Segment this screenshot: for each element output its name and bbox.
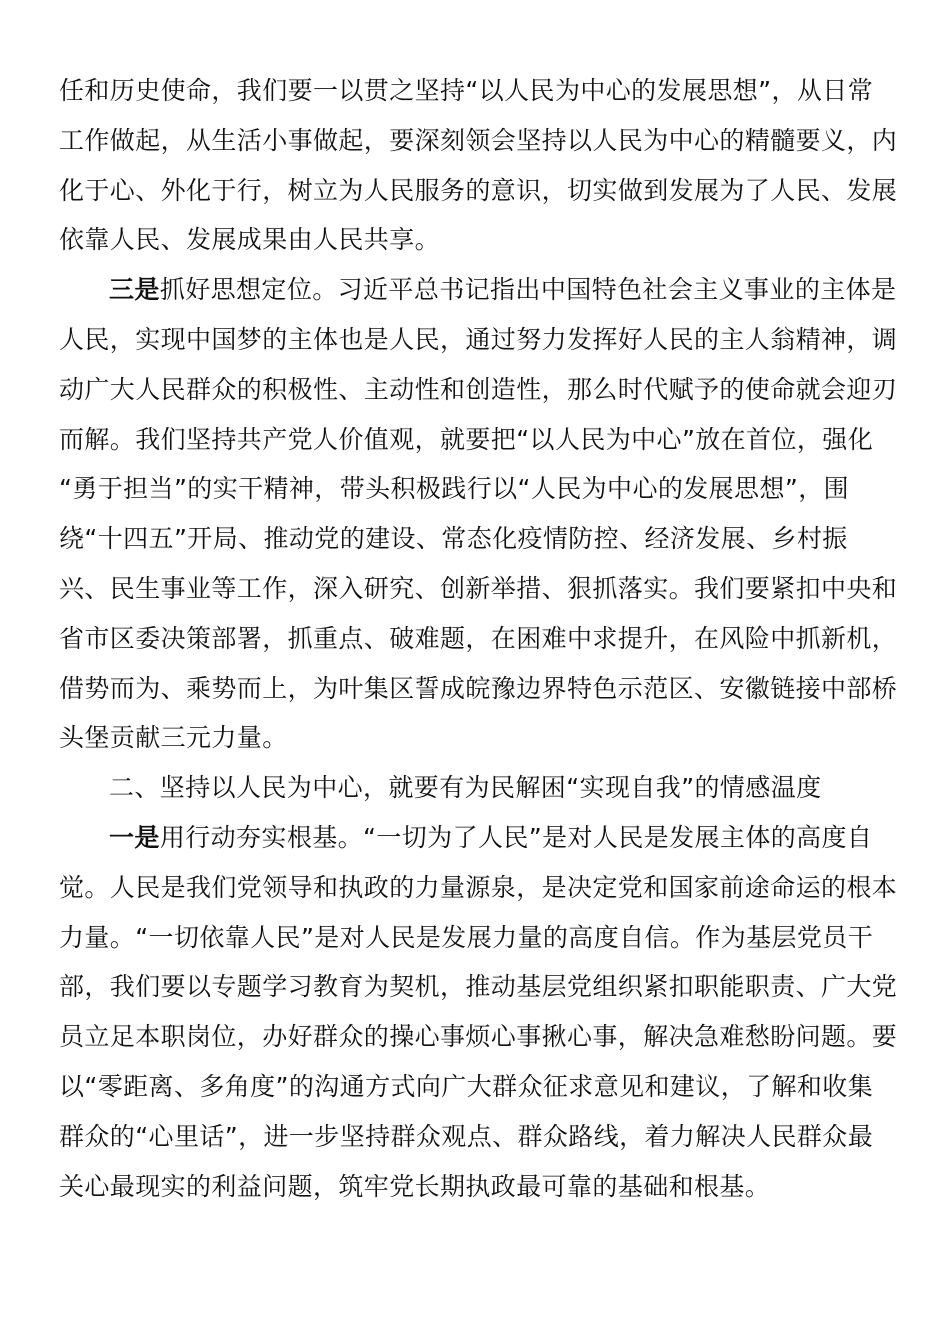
text-line: 任和历史使命，我们要一以贯之坚持“以人民为中心的发展思想”，从日常 <box>59 76 874 105</box>
paragraph-text: 用行动夯实根基。“一切为了人民”是对人民是发展主体的高度自 <box>159 822 873 852</box>
paragraph-start-line <box>59 813 879 863</box>
text-line: 觉。人民是我们党领导和执政的力量源泉，是决定党和国家前途命运的根本 <box>59 872 898 902</box>
text-line: 而解。我们坚持共产党人价值观，就要把“以人民为中心”放在首位，强化 <box>59 424 874 454</box>
paragraph-lead: 三是 <box>109 275 160 305</box>
text-line: 以“零距离、多角度”的沟通方式向广大群众征求意见和建议，了解和收集 <box>59 1071 874 1101</box>
text-line: 动广大人民群众的积极性、主动性和创造性，那么时代赋予的使命就会迎刃 <box>59 374 898 404</box>
text-line: 部，我们要以专题学习教育为契机，推动基层党组织紧扣职能职责、广大党 <box>59 972 898 1002</box>
text-line: 化于心、外化于行，树立为人民服务的意识，切实做到发展为了人民、发展 <box>59 175 898 205</box>
paragraph-text: 抓好思想定位。习近平总书记指出中国特色社会主义事业的主体是 <box>159 275 897 305</box>
text-line: 头堡贡献三元力量。 <box>59 723 288 753</box>
text-line: 员立足本职岗位，办好群众的操心事烦心事揪心事，解决急难愁盼问题。要 <box>59 1022 898 1052</box>
text-line: 省市区委决策部署，抓重点、破难题，在困难中求提升，在风险中抓新机， <box>59 623 898 653</box>
text-line: 群众的“心里话”，进一步坚持群众观点、群众路线，着力解决人民群众最 <box>59 1121 874 1151</box>
text-line: 绕“十四五”开局、推动党的建设、常态化疫情防控、经济发展、乡村振 <box>59 524 848 554</box>
section-heading: 二、坚持以人民为中心，就要有为民解困“实现自我”的情感温度 <box>109 773 822 803</box>
text-line: 工作做起，从生活小事做起，要深刻领会坚持以人民为中心的精髓要义，内 <box>59 125 898 155</box>
text-line: 依靠人民、发展成果由人民共享。 <box>59 225 441 255</box>
text-line: 关心最现实的利益问题，筑牢党长期执政最可靠的基础和根基。 <box>59 1171 771 1201</box>
text-line: 借势而为、乘势而上，为叶集区誓成皖豫边界特色示范区、安徽链接中部桥 <box>59 673 898 703</box>
text-line: 人民，实现中国梦的主体也是人民，通过努力发挥好人民的主人翁精神，调 <box>59 324 898 354</box>
paragraph-lead: 一是 <box>109 822 160 852</box>
text-line: 兴、民生事业等工作，深入研究、创新举措、狠抓落实。我们要紧扣中央和 <box>59 573 898 603</box>
text-line: “勇于担当”的实干精神，带头积极践行以“人民为中心的发展思想”，围 <box>59 474 850 504</box>
paragraph-start-line <box>59 265 897 315</box>
body-text <box>59 66 898 1211</box>
text-line: 力量。“一切依靠人民”是对人民是发展力量的高度自信。作为基层党员干 <box>59 922 874 952</box>
